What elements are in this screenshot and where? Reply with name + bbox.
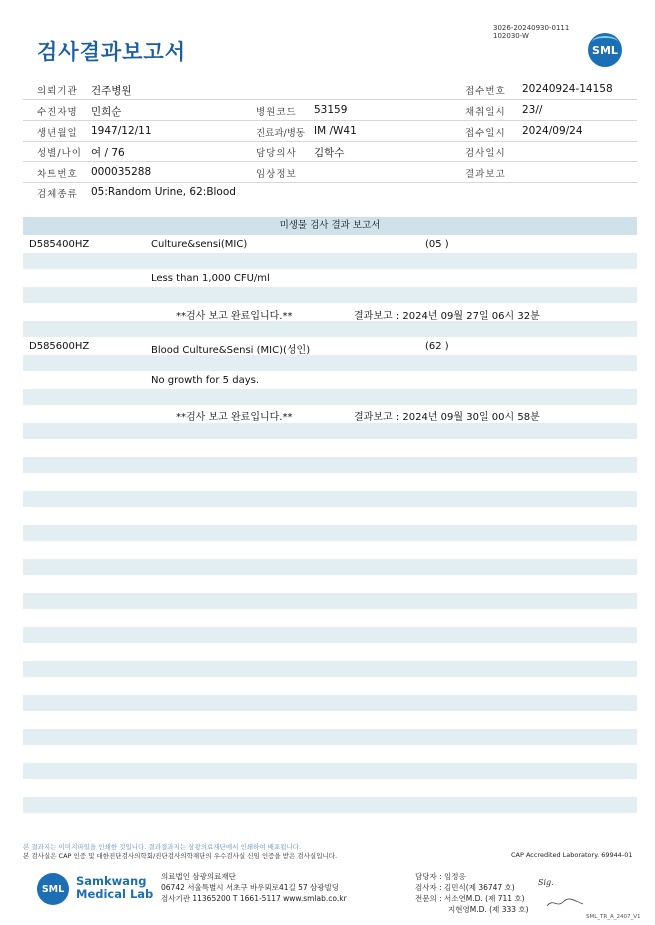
signature-mark: Sig. xyxy=(538,878,554,887)
test-code: D585600HZ xyxy=(29,341,90,352)
report-stripe xyxy=(23,763,637,779)
report-stripe xyxy=(23,729,637,745)
label-collection-date: 채취일시 xyxy=(465,107,506,118)
label-chart-no: 차트번호 xyxy=(37,169,78,180)
test-result: No growth for 5 days. xyxy=(151,375,260,386)
footer-notice-1: 본 결과지는 이미지파일을 인쇄한 것입니다. 결과결과지는 삼광의료재단에서 인쇄하여 배포됩니다. xyxy=(23,843,302,851)
report-stripe xyxy=(23,627,637,643)
value-hospital-code: 53159 xyxy=(314,104,348,116)
info-row-chart xyxy=(23,162,637,183)
test-specimen: (05 ) xyxy=(425,239,449,250)
info-row-institution xyxy=(23,79,637,100)
label-department: 진료과/병동 xyxy=(256,128,306,139)
signature-block xyxy=(415,871,529,915)
samkwang-logo-text: SML xyxy=(41,883,65,895)
test-complete: **검사 보고 완료입니다.** xyxy=(176,311,293,322)
manager: 담당자 : 임정응 xyxy=(415,872,466,881)
report-stripe xyxy=(23,559,637,575)
test-complete: **검사 보고 완료입니다.** xyxy=(176,412,293,423)
value-specimen-type: 05:Random Urine, 62:Blood xyxy=(91,186,236,198)
footer-notice-2: 본 검사실은 CAP 인증 및 대한진단검사의학회/진단검사의학재단의 우수검사실 신임 인증을 받은 검사실입니다. xyxy=(23,852,338,860)
examiner: 검사자 : 김민식(제 36747 호) xyxy=(415,883,515,892)
value-doctor: 김학수 xyxy=(314,147,345,159)
label-hospital-code: 병원코드 xyxy=(256,107,297,118)
value-department: IM /W41 xyxy=(314,125,357,137)
form-code: SML_TR_A_2407_V1 xyxy=(586,914,641,920)
report-stripe xyxy=(23,593,637,609)
test-code: D585400HZ xyxy=(29,239,90,250)
lab-address-block xyxy=(161,871,347,904)
label-birth-date: 생년월일 xyxy=(37,128,78,139)
info-row-birth xyxy=(23,121,637,142)
lab-contact: 검사기관 11365200 T 1661-5117 www.smlab.co.kr xyxy=(161,894,347,903)
report-stripe xyxy=(23,321,637,337)
test-reported-time: 결과보고 : 2024년 09월 30일 00시 58분 xyxy=(354,412,540,423)
test-specimen: (62 ) xyxy=(425,341,449,352)
specialist-2: 지현영M.D. (제 333 호) xyxy=(448,905,529,914)
value-receipt-no: 20240924-14158 xyxy=(522,83,613,95)
label-receipt-date: 접수일시 xyxy=(465,128,506,139)
samkwang-logo xyxy=(37,873,69,905)
label-receipt-no: 접수번호 xyxy=(465,86,506,97)
label-institution: 의뢰기관 xyxy=(37,86,78,97)
test-reported-time: 결과보고 : 2024년 09월 27일 06시 32분 xyxy=(354,311,540,322)
test-name: Culture&sensi(MIC) xyxy=(151,239,248,250)
report-stripe xyxy=(23,389,637,405)
lab-address: 06742 서울특별시 서초구 바우뫼로41길 57 삼광빌딩 xyxy=(161,883,340,892)
report-stripe xyxy=(23,457,637,473)
report-stripe xyxy=(23,253,637,269)
report-stripe xyxy=(23,355,637,371)
report-stripe xyxy=(23,695,637,711)
report-stripe xyxy=(23,491,637,507)
report-section-title: 미생물 검사 결과 보고서 xyxy=(23,217,637,235)
label-sex-age: 성별/나이 xyxy=(37,148,82,159)
report-stripe xyxy=(23,423,637,439)
value-collection-date: 23// xyxy=(522,104,543,116)
info-row-sex-age xyxy=(23,141,637,162)
document-code-line-2: 102030-W xyxy=(493,32,529,40)
sml-logo-text: SML xyxy=(592,43,618,57)
value-patient-name: 민희순 xyxy=(91,106,122,118)
lab-name-line-1: Samkwang xyxy=(76,874,147,888)
logo-arc-icon xyxy=(592,36,618,48)
label-clinical-info: 임상정보 xyxy=(256,169,297,180)
specialist-1: 전문의 : 서소연M.D. (제 711 호) xyxy=(415,894,525,903)
sml-logo xyxy=(588,33,622,67)
label-result-report: 결과보고 xyxy=(465,169,506,180)
value-chart-no: 000035288 xyxy=(91,166,152,178)
label-patient-name: 수진자명 xyxy=(37,107,78,118)
label-doctor: 담당의사 xyxy=(256,148,297,159)
cap-accreditation: CAP Accredited Laboratory. 69944-01 xyxy=(511,851,633,859)
value-sex-age: 여 / 76 xyxy=(91,147,125,159)
value-institution: 건주병원 xyxy=(91,85,132,97)
value-receipt-date: 2024/09/24 xyxy=(522,125,583,137)
label-test-date: 검사일시 xyxy=(465,148,506,159)
lab-name-line-2: Medical Lab xyxy=(76,887,154,901)
lab-org: 의료법인 삼광의료재단 xyxy=(161,872,236,881)
test-name: Blood Culture&Sensi (MIC)(성인) xyxy=(151,345,311,356)
report-stripe xyxy=(23,797,637,813)
test-result: Less than 1,000 CFU/ml xyxy=(151,273,270,284)
signature-scribble-icon xyxy=(545,896,585,910)
info-row-patient xyxy=(23,100,637,121)
page-title: 검사결과보고서 xyxy=(37,40,187,64)
report-stripe xyxy=(23,525,637,541)
lab-name xyxy=(76,875,153,901)
report-stripe xyxy=(23,287,637,303)
report-stripe xyxy=(23,661,637,677)
document-code xyxy=(493,24,569,40)
value-birth-date: 1947/12/11 xyxy=(91,125,152,137)
info-row-specimen xyxy=(23,182,637,202)
document-code-line-1: 3026-20240930-0111 xyxy=(493,24,570,32)
label-specimen-type: 검체종류 xyxy=(37,189,78,200)
